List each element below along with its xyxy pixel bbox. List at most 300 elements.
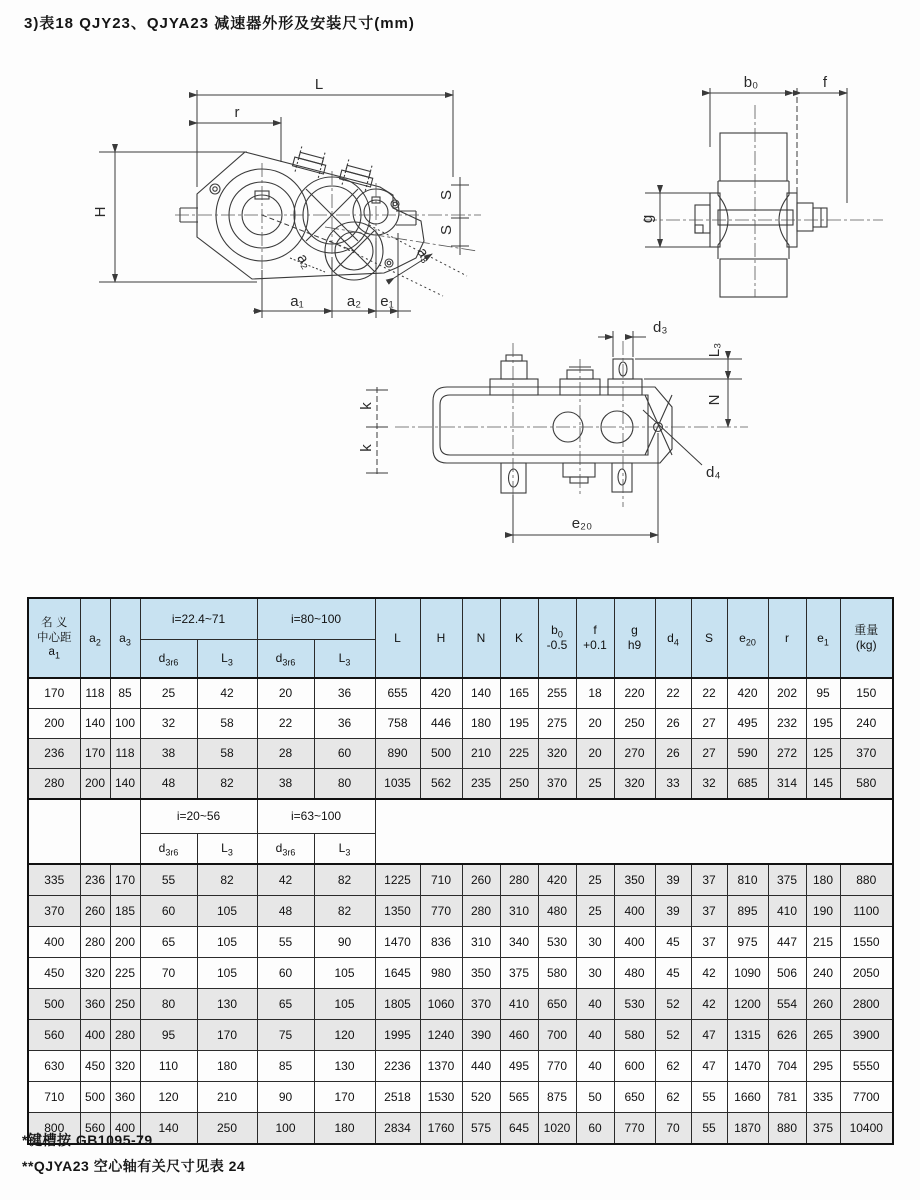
table-cell: 236 bbox=[28, 739, 80, 769]
table-cell: 45 bbox=[655, 927, 691, 958]
end-view-drawing bbox=[625, 75, 905, 305]
table-cell: 1240 bbox=[420, 1020, 462, 1051]
table-rows-top bbox=[28, 678, 893, 799]
table-cell: 530 bbox=[538, 927, 576, 958]
table-cell: 40 bbox=[576, 1051, 614, 1082]
table-cell: 890 bbox=[375, 739, 420, 769]
main-view-labels bbox=[92, 76, 455, 310]
table-cell: 42 bbox=[257, 864, 314, 896]
table-cell: 710 bbox=[420, 864, 462, 896]
top-view-drawing bbox=[350, 315, 770, 555]
table-cell: 255 bbox=[538, 678, 576, 709]
table-row bbox=[28, 1082, 893, 1113]
table-cell: 250 bbox=[197, 1113, 257, 1145]
table-cell: 500 bbox=[420, 739, 462, 769]
table-cell: 195 bbox=[500, 709, 538, 739]
table-cell: 60 bbox=[257, 958, 314, 989]
table-cell: 39 bbox=[655, 896, 691, 927]
end-view-dimensions bbox=[645, 88, 847, 247]
table-cell: 170 bbox=[314, 1082, 375, 1113]
table-cell: 360 bbox=[80, 989, 110, 1020]
table-cell: 75 bbox=[257, 1020, 314, 1051]
dimension-table bbox=[27, 597, 894, 1145]
table-cell: 27 bbox=[691, 709, 727, 739]
table-cell: 880 bbox=[768, 1113, 806, 1145]
page-title: 3)表18 QJY23、QJYA23 减速器外形及安装尺寸(mm) bbox=[24, 15, 415, 32]
table-cell: 140 bbox=[140, 1113, 197, 1145]
table-row bbox=[28, 678, 893, 709]
table-cell: 2834 bbox=[375, 1113, 420, 1145]
table-cell: 272 bbox=[768, 739, 806, 769]
table-cell: 440 bbox=[462, 1051, 500, 1082]
table-header bbox=[28, 598, 893, 678]
table-cell: 105 bbox=[314, 958, 375, 989]
table-cell: 36 bbox=[314, 678, 375, 709]
table-cell: 314 bbox=[768, 769, 806, 800]
table-cell: 375 bbox=[768, 864, 806, 896]
table-cell: 895 bbox=[727, 896, 768, 927]
table-cell: 1470 bbox=[727, 1051, 768, 1082]
table-cell: 1090 bbox=[727, 958, 768, 989]
mid-header-L3-1: $L_3$ bbox=[197, 834, 257, 865]
table-row bbox=[28, 927, 893, 958]
dim-label-r: r bbox=[234, 104, 240, 121]
table-row bbox=[28, 739, 893, 769]
table-cell: 10400 bbox=[840, 1113, 893, 1145]
header-L: L bbox=[375, 598, 420, 678]
table-cell: 260 bbox=[80, 896, 110, 927]
table-cell: 210 bbox=[197, 1082, 257, 1113]
table-cell: 150 bbox=[840, 678, 893, 709]
table-cell: 90 bbox=[314, 927, 375, 958]
mid-header-ratio-group-2: i=63~100 bbox=[257, 799, 375, 834]
table-cell: 52 bbox=[655, 1020, 691, 1051]
table-cell: 120 bbox=[314, 1020, 375, 1051]
table-cell: 1035 bbox=[375, 769, 420, 800]
table-cell: 770 bbox=[420, 896, 462, 927]
table-cell: 65 bbox=[140, 927, 197, 958]
table-cell: 110 bbox=[140, 1051, 197, 1082]
table-cell: 42 bbox=[691, 989, 727, 1020]
table-cell: 42 bbox=[197, 678, 257, 709]
header-d3r6-2: $d_{3r6}$ bbox=[257, 640, 314, 679]
dim-label-e20: e₂₀ bbox=[571, 515, 593, 532]
footnote-1: *键槽按 GB1095-79 bbox=[22, 1132, 153, 1148]
table-cell: 1370 bbox=[420, 1051, 462, 1082]
header-r: r bbox=[768, 598, 806, 678]
table-cell: 446 bbox=[420, 709, 462, 739]
table-cell: 530 bbox=[614, 989, 655, 1020]
table-cell: 280 bbox=[110, 1020, 140, 1051]
end-view-labels bbox=[639, 75, 828, 223]
table-cell: 1550 bbox=[840, 927, 893, 958]
table-row bbox=[28, 958, 893, 989]
dim-label-a2-diag: a₂ bbox=[293, 250, 316, 272]
dim-label-g: g bbox=[639, 214, 656, 224]
table-cell: 40 bbox=[576, 1020, 614, 1051]
main-view-dimensions bbox=[99, 90, 469, 318]
table-cell: 447 bbox=[768, 927, 806, 958]
table-cell: 65 bbox=[257, 989, 314, 1020]
table-cell: 280 bbox=[500, 864, 538, 896]
table-cell: 1870 bbox=[727, 1113, 768, 1145]
table-cell: 190 bbox=[806, 896, 840, 927]
table-cell: 140 bbox=[80, 709, 110, 739]
table-cell: 240 bbox=[806, 958, 840, 989]
dim-label-a2: a₂ bbox=[346, 293, 362, 310]
table-cell: 560 bbox=[80, 1113, 110, 1145]
table-cell: 170 bbox=[197, 1020, 257, 1051]
table-cell: 130 bbox=[314, 1051, 375, 1082]
table-cell: 250 bbox=[614, 709, 655, 739]
table-cell: 140 bbox=[110, 769, 140, 800]
table-cell: 265 bbox=[806, 1020, 840, 1051]
header-L3-1: $L_3$ bbox=[197, 640, 257, 679]
table-cell: 80 bbox=[140, 989, 197, 1020]
header-e1: $e_1$ bbox=[806, 598, 840, 678]
table-cell: 400 bbox=[614, 896, 655, 927]
table-cell: 170 bbox=[80, 739, 110, 769]
dim-label-L3: L₃ bbox=[706, 342, 723, 358]
table-cell: 38 bbox=[140, 739, 197, 769]
table-cell: 310 bbox=[500, 896, 538, 927]
top-view-centerlines bbox=[395, 341, 748, 507]
table-cell: 25 bbox=[576, 769, 614, 800]
mid-header-d3r6-1: $d_{3r6}$ bbox=[140, 834, 197, 865]
table-cell: 575 bbox=[462, 1113, 500, 1145]
table-cell: 47 bbox=[691, 1051, 727, 1082]
table-cell: 130 bbox=[197, 989, 257, 1020]
table-cell: 118 bbox=[110, 739, 140, 769]
table-cell: 105 bbox=[197, 958, 257, 989]
dim-label-N: N bbox=[706, 394, 723, 406]
table-cell: 875 bbox=[538, 1082, 576, 1113]
table-cell: 320 bbox=[614, 769, 655, 800]
table-cell: 1350 bbox=[375, 896, 420, 927]
table-cell: 25 bbox=[140, 678, 197, 709]
table-cell: 420 bbox=[538, 864, 576, 896]
table-cell: 260 bbox=[806, 989, 840, 1020]
table-cell: 260 bbox=[462, 864, 500, 896]
table-cell: 390 bbox=[462, 1020, 500, 1051]
header-a1: 名 义 中心距 $a_1$ bbox=[28, 598, 80, 678]
table-cell: 420 bbox=[727, 678, 768, 709]
table-cell: 5550 bbox=[840, 1051, 893, 1082]
table-cell: 58 bbox=[197, 739, 257, 769]
header-K: K bbox=[500, 598, 538, 678]
table-cell: 590 bbox=[727, 739, 768, 769]
table-cell: 52 bbox=[655, 989, 691, 1020]
table-cell: 1530 bbox=[420, 1082, 462, 1113]
top-view-body bbox=[433, 355, 672, 493]
table-cell: 320 bbox=[110, 1051, 140, 1082]
table-row bbox=[28, 864, 893, 896]
table-cell: 200 bbox=[110, 927, 140, 958]
footnotes bbox=[22, 1130, 245, 1182]
table-cell: 62 bbox=[655, 1051, 691, 1082]
table-cell: 100 bbox=[257, 1113, 314, 1145]
table-cell: 500 bbox=[28, 989, 80, 1020]
table-cell: 836 bbox=[420, 927, 462, 958]
table-cell: 85 bbox=[110, 678, 140, 709]
table-cell: 39 bbox=[655, 864, 691, 896]
table-cell: 500 bbox=[80, 1082, 110, 1113]
table-cell: 770 bbox=[538, 1051, 576, 1082]
top-view-dimensions bbox=[366, 331, 742, 543]
table-cell: 36 bbox=[314, 709, 375, 739]
table-cell: 410 bbox=[768, 896, 806, 927]
table-cell: 55 bbox=[257, 927, 314, 958]
table-cell: 700 bbox=[538, 1020, 576, 1051]
table-cell: 800 bbox=[28, 1113, 80, 1145]
table-cell: 320 bbox=[80, 958, 110, 989]
table-cell: 195 bbox=[806, 709, 840, 739]
table-cell: 20 bbox=[257, 678, 314, 709]
table-cell: 55 bbox=[691, 1082, 727, 1113]
table-cell: 105 bbox=[197, 927, 257, 958]
dim-label-b0: b₀ bbox=[743, 75, 759, 91]
table-mid-header bbox=[28, 799, 893, 864]
table-cell: 1660 bbox=[727, 1082, 768, 1113]
table-cell: 1020 bbox=[538, 1113, 576, 1145]
table-cell: 370 bbox=[462, 989, 500, 1020]
table-cell: 626 bbox=[768, 1020, 806, 1051]
table-cell: 125 bbox=[806, 739, 840, 769]
table-cell: 55 bbox=[691, 1113, 727, 1145]
table-cell: 250 bbox=[110, 989, 140, 1020]
table-cell: 42 bbox=[691, 958, 727, 989]
table-cell: 48 bbox=[257, 896, 314, 927]
dim-label-H: H bbox=[92, 206, 109, 218]
table-cell: 22 bbox=[655, 678, 691, 709]
table-cell: 335 bbox=[28, 864, 80, 896]
table-cell: 310 bbox=[462, 927, 500, 958]
table-cell: 200 bbox=[80, 769, 110, 800]
table-cell: 460 bbox=[500, 1020, 538, 1051]
table-cell: 47 bbox=[691, 1020, 727, 1051]
table-cell: 1760 bbox=[420, 1113, 462, 1145]
table-rows-bottom bbox=[28, 864, 893, 1144]
table-cell: 80 bbox=[314, 769, 375, 800]
table-cell: 60 bbox=[140, 896, 197, 927]
table-cell: 118 bbox=[80, 678, 110, 709]
table-cell: 340 bbox=[500, 927, 538, 958]
table-row bbox=[28, 989, 893, 1020]
table-row bbox=[28, 1051, 893, 1082]
table-row bbox=[28, 1020, 893, 1051]
dim-label-a3-diag: a₃ bbox=[413, 244, 436, 266]
main-view-centerlines bbox=[175, 163, 481, 270]
table-cell: 82 bbox=[314, 896, 375, 927]
table-cell: 410 bbox=[500, 989, 538, 1020]
table-cell: 480 bbox=[614, 958, 655, 989]
table-cell: 295 bbox=[806, 1051, 840, 1082]
table-cell: 280 bbox=[28, 769, 80, 800]
table-cell: 60 bbox=[576, 1113, 614, 1145]
table-cell: 450 bbox=[80, 1051, 110, 1082]
table-cell: 30 bbox=[576, 958, 614, 989]
table-cell: 140 bbox=[462, 678, 500, 709]
table-cell: 62 bbox=[655, 1082, 691, 1113]
table-cell: 40 bbox=[576, 989, 614, 1020]
table-cell: 506 bbox=[768, 958, 806, 989]
table-cell: 60 bbox=[314, 739, 375, 769]
table-cell: 1805 bbox=[375, 989, 420, 1020]
dim-label-S-upper: S bbox=[438, 189, 455, 201]
table-cell: 350 bbox=[462, 958, 500, 989]
table-cell: 704 bbox=[768, 1051, 806, 1082]
table-cell: 37 bbox=[691, 927, 727, 958]
table-cell: 105 bbox=[314, 989, 375, 1020]
table-cell: 18 bbox=[576, 678, 614, 709]
table-cell: 33 bbox=[655, 769, 691, 800]
table-cell: 1645 bbox=[375, 958, 420, 989]
header-H: H bbox=[420, 598, 462, 678]
table-cell: 95 bbox=[140, 1020, 197, 1051]
table-cell: 600 bbox=[614, 1051, 655, 1082]
table-cell: 375 bbox=[500, 958, 538, 989]
mid-header-L3-2: $L_3$ bbox=[314, 834, 375, 865]
header-d4: $d_4$ bbox=[655, 598, 691, 678]
mid-header-d3r6-2: $d_{3r6}$ bbox=[257, 834, 314, 865]
table-cell: 55 bbox=[140, 864, 197, 896]
table-cell: 82 bbox=[314, 864, 375, 896]
table-cell: 27 bbox=[691, 739, 727, 769]
table-cell: 370 bbox=[840, 739, 893, 769]
top-view-labels bbox=[358, 319, 723, 532]
dim-label-k-lower: k bbox=[358, 444, 375, 452]
table-cell: 400 bbox=[110, 1113, 140, 1145]
dim-label-d3: d₃ bbox=[653, 319, 668, 336]
table-cell: 32 bbox=[691, 769, 727, 800]
table-cell: 562 bbox=[420, 769, 462, 800]
table-cell: 7700 bbox=[840, 1082, 893, 1113]
table-cell: 20 bbox=[576, 739, 614, 769]
header-N: N bbox=[462, 598, 500, 678]
table-cell: 25 bbox=[576, 864, 614, 896]
table-cell: 370 bbox=[538, 769, 576, 800]
table-cell: 2050 bbox=[840, 958, 893, 989]
header-L3-2: $L_3$ bbox=[314, 640, 375, 679]
table-cell: 1060 bbox=[420, 989, 462, 1020]
table-cell: 220 bbox=[614, 678, 655, 709]
dim-label-a1: a₁ bbox=[290, 293, 304, 310]
table-cell: 685 bbox=[727, 769, 768, 800]
table-cell: 710 bbox=[28, 1082, 80, 1113]
table-cell: 375 bbox=[806, 1113, 840, 1145]
table-cell: 145 bbox=[806, 769, 840, 800]
mid-header-empty-a2a3 bbox=[80, 799, 140, 864]
table-cell: 1470 bbox=[375, 927, 420, 958]
table-cell: 28 bbox=[257, 739, 314, 769]
table-cell: 170 bbox=[28, 678, 80, 709]
table-cell: 100 bbox=[110, 709, 140, 739]
header-ratio-group-1: i=22.4~71 bbox=[140, 598, 257, 640]
table-cell: 2236 bbox=[375, 1051, 420, 1082]
header-S: S bbox=[691, 598, 727, 678]
table-cell: 1100 bbox=[840, 896, 893, 927]
table-cell: 270 bbox=[614, 739, 655, 769]
table-row bbox=[28, 769, 893, 800]
table-cell: 495 bbox=[727, 709, 768, 739]
table-cell: 85 bbox=[257, 1051, 314, 1082]
table-cell: 240 bbox=[840, 709, 893, 739]
table-cell: 215 bbox=[806, 927, 840, 958]
table-cell: 37 bbox=[691, 896, 727, 927]
table-cell: 1225 bbox=[375, 864, 420, 896]
table-cell: 170 bbox=[110, 864, 140, 896]
table-cell: 22 bbox=[257, 709, 314, 739]
table-cell: 235 bbox=[462, 769, 500, 800]
table-row bbox=[28, 896, 893, 927]
table-cell: 225 bbox=[500, 739, 538, 769]
table-cell: 37 bbox=[691, 864, 727, 896]
table-cell: 400 bbox=[80, 1020, 110, 1051]
table-cell: 82 bbox=[197, 769, 257, 800]
table-cell: 770 bbox=[614, 1113, 655, 1145]
table-cell: 3900 bbox=[840, 1020, 893, 1051]
table-cell: 975 bbox=[727, 927, 768, 958]
table-cell: 360 bbox=[110, 1082, 140, 1113]
header-ratio-group-2: i=80~100 bbox=[257, 598, 375, 640]
end-view-body bbox=[695, 133, 827, 297]
table-cell: 180 bbox=[462, 709, 500, 739]
header-weight: 重量 (kg) bbox=[840, 598, 893, 678]
header-a2: $a_2$ bbox=[80, 598, 110, 678]
table-cell: 45 bbox=[655, 958, 691, 989]
header-g: g h9 bbox=[614, 598, 655, 678]
table-cell: 180 bbox=[806, 864, 840, 896]
table-cell: 200 bbox=[28, 709, 80, 739]
table-cell: 880 bbox=[840, 864, 893, 896]
dim-label-e1: e₁ bbox=[380, 293, 394, 310]
table-cell: 95 bbox=[806, 678, 840, 709]
table-cell: 781 bbox=[768, 1082, 806, 1113]
table-cell: 25 bbox=[576, 896, 614, 927]
table-cell: 120 bbox=[140, 1082, 197, 1113]
table-cell: 280 bbox=[462, 896, 500, 927]
header-f: f +0.1 bbox=[576, 598, 614, 678]
table-cell: 650 bbox=[614, 1082, 655, 1113]
table-cell: 758 bbox=[375, 709, 420, 739]
table-cell: 26 bbox=[655, 709, 691, 739]
mid-header-empty-right bbox=[375, 799, 893, 864]
table-cell: 565 bbox=[500, 1082, 538, 1113]
table-cell: 450 bbox=[28, 958, 80, 989]
header-e20: $e_{20}$ bbox=[727, 598, 768, 678]
dim-label-S-lower: S bbox=[438, 224, 455, 236]
table-cell: 280 bbox=[80, 927, 110, 958]
header-d3r6-1: $d_{3r6}$ bbox=[140, 640, 197, 679]
table-cell: 335 bbox=[806, 1082, 840, 1113]
table-cell: 645 bbox=[500, 1113, 538, 1145]
table-cell: 2800 bbox=[840, 989, 893, 1020]
table-cell: 650 bbox=[538, 989, 576, 1020]
table-row bbox=[28, 709, 893, 739]
table-cell: 370 bbox=[28, 896, 80, 927]
table-cell: 810 bbox=[727, 864, 768, 896]
table-cell: 560 bbox=[28, 1020, 80, 1051]
mid-header-empty-a1 bbox=[28, 799, 80, 864]
table-cell: 38 bbox=[257, 769, 314, 800]
table-cell: 58 bbox=[197, 709, 257, 739]
table-cell: 420 bbox=[420, 678, 462, 709]
table-cell: 30 bbox=[576, 927, 614, 958]
dim-label-d4: d₄ bbox=[706, 464, 721, 481]
table-cell: 400 bbox=[614, 927, 655, 958]
table-cell: 520 bbox=[462, 1082, 500, 1113]
table-cell: 20 bbox=[576, 709, 614, 739]
